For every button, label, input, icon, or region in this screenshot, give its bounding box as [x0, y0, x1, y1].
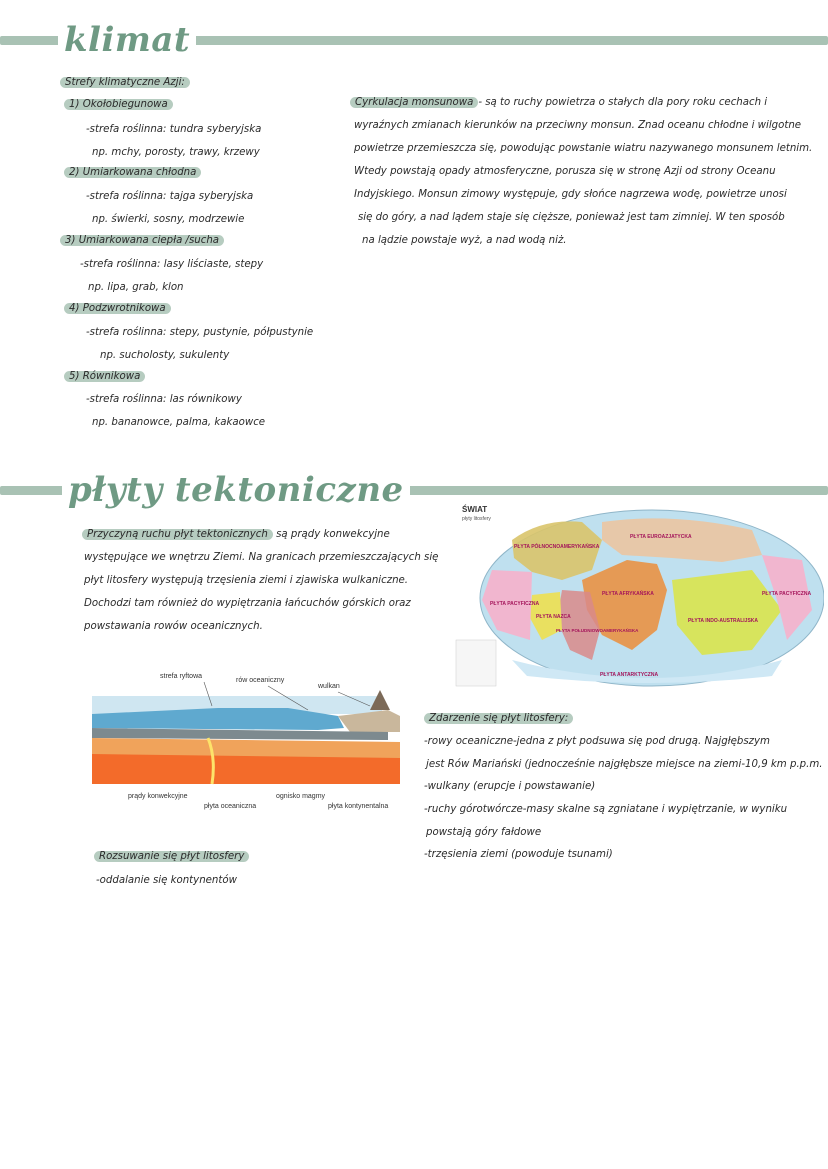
cause-line-5: powstawania rowów oceanicznych.	[84, 621, 263, 632]
map-plate-label: PŁYTA PÓŁNOCNOAMERYKAŃSKA	[514, 544, 600, 550]
phenomena-line-1: -rowy oceaniczne-jedna z płyt podsuwa się pod drugą. Najgłębszym	[424, 736, 770, 747]
cause-line-3: płyt litosfery występują trzęsienia ziemi i zjawiska wulkaniczne.	[84, 575, 409, 586]
monsoon-line-3: powietrze przemieszcza się, powodując powstanie wiatru nazywanego monsunem letnim.	[354, 143, 813, 154]
map-title: ŚWIAT	[462, 505, 488, 514]
diagram-label: rów oceaniczny	[236, 677, 285, 684]
map-plate-label: PŁYTA ANTARKTYCZNA	[600, 672, 659, 678]
zone-5-name: 5) Równikowa	[64, 370, 145, 383]
cause-line-1: Przyczyną ruchu płyt tektonicznych są prądy konwekcyjne	[82, 524, 390, 547]
diagram-label: płyta kontynentalna	[328, 803, 389, 810]
spreading-heading: Rozsuwanie się płyt litosfery	[94, 850, 249, 863]
map-plate-label: PŁYTA PACYFICZNA	[762, 591, 812, 597]
zone-4-line-1: -strefa roślinna: stepy, pustynie, półpustynie	[86, 327, 314, 338]
zone-2-name: 2) Umiarkowana chłodna	[64, 166, 201, 179]
phenomena-line-3: -wulkany (erupcje i powstawanie)	[424, 781, 596, 792]
zone-4-line-2: np. sucholosty, sukulenty	[100, 350, 230, 361]
zone-1-line-2: np. mchy, porosty, trawy, krzewy	[92, 147, 260, 158]
zone-5-line-1: -strefa roślinna: las równikowy	[86, 394, 242, 405]
zone-2-line-2: np. świerki, sosny, modrzewie	[92, 214, 245, 225]
map-plate-label: PŁYTA NAZCA	[536, 614, 571, 620]
phenomena-line-6: -trzęsienia ziemi (powoduje tsunami)	[424, 849, 613, 860]
zone-4-name: 4) Podzwrotnikowa	[64, 302, 171, 315]
phenomena-line-2: jest Rów Mariański (jednocześnie najgłębsze miejsce na ziemi-10,9 km p.p.m.	[426, 759, 823, 770]
phenomena-line-4: -ruchy górotwórcze-masy skalne są zgniatane i wypiętrzanie, w wyniku	[424, 804, 788, 815]
map-subtitle: płyty litosfery	[462, 516, 491, 522]
zone-3-line-2: np. lipa, grab, klon	[88, 282, 184, 293]
map-legend	[456, 640, 496, 686]
plate-boundary-diagram	[88, 666, 404, 816]
spreading-line: -oddalanie się kontynentów	[96, 875, 237, 886]
zone-1-name: 1) Okołobiegunowa	[64, 98, 173, 111]
diagram-label: płyta oceaniczna	[204, 803, 257, 810]
monsoon-line-5: Indyjskiego. Monsun zimowy występuje, gdy słońce nagrzewa wodę, powietrze unosi	[354, 189, 787, 200]
diagram-label: prądy konwekcyjne	[128, 793, 188, 800]
map-plate-label: PŁYTA PACYFICZNA	[490, 601, 540, 607]
phenomena-heading: Zdarzenie się płyt litosfery:	[424, 712, 573, 725]
section-title-klimat: klimat	[58, 20, 196, 60]
monsoon-line-6: się do góry, a nad lądem staje się cięższe, ponieważ jest tam zimniej. W ten sposób	[358, 212, 785, 223]
zone-1-line-1: -strefa roślinna: tundra syberyjska	[86, 124, 262, 135]
section-title-plyty: płyty tektoniczne	[62, 470, 410, 510]
map-plate-label: PŁYTA INDO-AUSTRALIJSKA	[688, 618, 758, 624]
map-plate-label: PŁYTA POŁUDNIOWOAMERYKAŃSKA	[556, 628, 639, 633]
diagram-label: wulkan	[318, 683, 340, 690]
zone-5-line-2: np. bananowce, palma, kakaowce	[92, 417, 266, 428]
diagram-label: strefa ryftowa	[160, 673, 203, 680]
phenomena-line-5: powstają góry fałdowe	[426, 827, 542, 838]
zones-heading: Strefy klimatyczne Azji:	[60, 76, 190, 89]
monsoon-line-1: Cyrkulacja monsunowa - są to ruchy powietrza o stałych dla pory roku cechach i	[350, 92, 767, 115]
map-plate-label: PŁYTA EUROAZJATYCKA	[630, 534, 692, 540]
zone-3-name: 3) Umiarkowana ciepła /sucha	[60, 234, 224, 247]
cause-line-2: występujące we wnętrzu Ziemi. Na granicach przemieszczających się	[84, 552, 439, 563]
zone-3-line-1: -strefa roślinna: lasy liściaste, stepy	[80, 259, 264, 270]
zone-2-line-1: -strefa roślinna: tajga syberyjska	[86, 191, 254, 202]
diagram-label: ognisko magmy	[276, 793, 326, 800]
tectonic-plates-map	[452, 500, 824, 692]
monsoon-line-7: na lądzie powstaje wyż, a nad wodą niż.	[362, 235, 567, 246]
monsoon-line-2: wyraźnych zmianach kierunków na przeciwny monsun. Znad oceanu chłodne i wilgotne	[354, 120, 802, 131]
cause-line-4: Dochodzi tam również do wypiętrzania łańcuchów górskich oraz	[84, 598, 411, 609]
monsoon-line-4: Wtedy powstają opady atmosferyczne, porusza się w stronę Azji od strony Oceanu	[354, 166, 776, 177]
map-plate-label: PŁYTA AFRYKAŃSKA	[602, 591, 654, 597]
